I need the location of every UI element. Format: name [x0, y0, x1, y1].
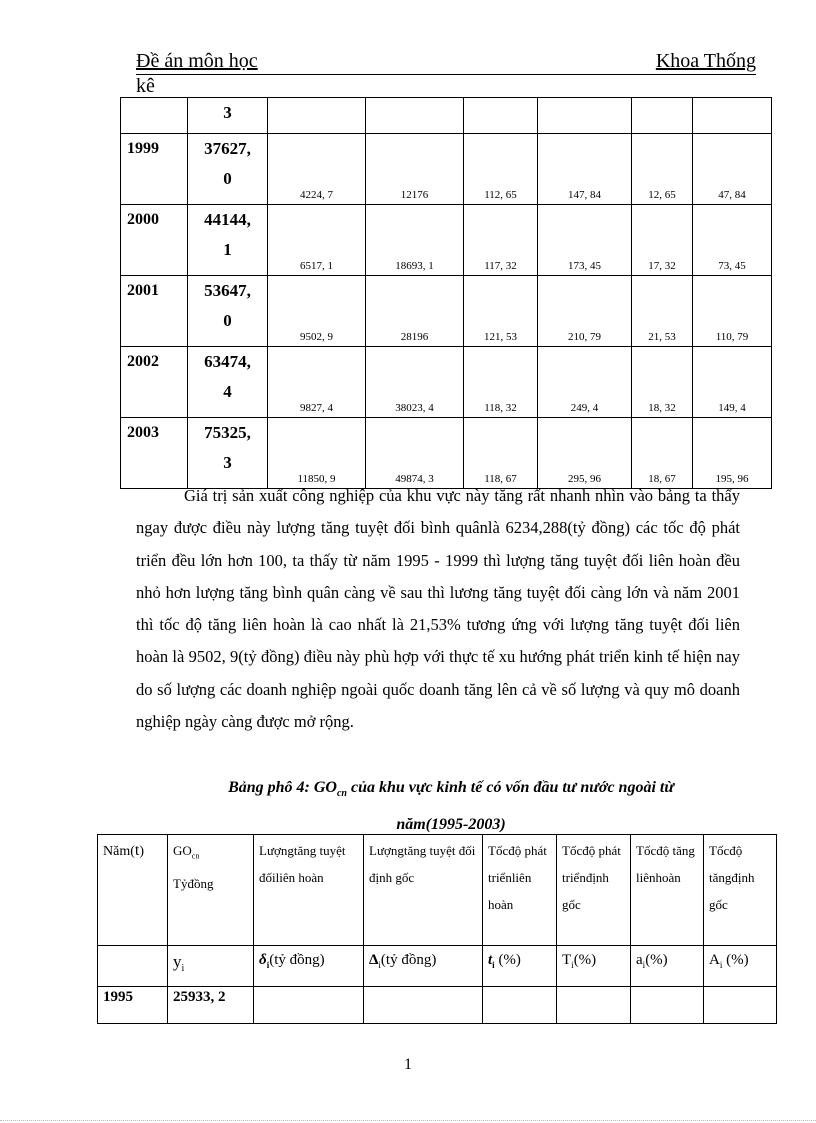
table-cell: 149, 4	[693, 347, 772, 418]
year-cell: 1999	[121, 134, 188, 205]
header-right-title: Khoa Thống	[655, 50, 756, 72]
body-paragraph	[136, 480, 740, 738]
symbol-cell: $a_i(\%)$	[631, 946, 704, 987]
header-wrap-text: kê	[136, 75, 155, 97]
table-cell: 249, 4	[538, 347, 632, 418]
table-row	[121, 418, 772, 489]
table-cell: 118, 32	[464, 347, 538, 418]
table-cell: 49874, 3	[366, 418, 464, 489]
go-cell: 44144, 1	[188, 205, 268, 276]
header-cell: Lượngtăng tuyệt đốiliên hoàn	[254, 835, 364, 946]
table-cell: 147, 84	[538, 134, 632, 205]
table-cell: 21, 53	[632, 276, 693, 347]
year-cell: 2001	[121, 276, 188, 347]
table-cell: 9827, 4	[268, 347, 366, 418]
table-cell: 3	[188, 98, 268, 134]
table-cell: 6517, 1	[268, 205, 366, 276]
table-cell: 4224, 7	[268, 134, 366, 205]
table-cell: 210, 79	[538, 276, 632, 347]
go-cell: 25933, 2	[168, 987, 254, 1024]
table-cell: 195, 96	[693, 418, 772, 489]
year-cell: 2003	[121, 418, 188, 489]
table-caption	[136, 772, 766, 840]
header-go: $GO_{cn}$ Tỷđồng	[168, 835, 254, 946]
symbol-cell: $A_i$ (%)	[704, 946, 777, 987]
year-cell: 2000	[121, 205, 188, 276]
table-cell: 18693, 1	[366, 205, 464, 276]
page-bottom-divider	[0, 1120, 816, 1121]
table-row	[121, 98, 772, 134]
header-cell: Tốcđộ tăngđịnh gốc	[704, 835, 777, 946]
caption-line-2: năm(1995-2003)	[396, 816, 506, 834]
table-cell: 173, 45	[538, 205, 632, 276]
table-cell: 118, 67	[464, 418, 538, 489]
table-row	[121, 205, 772, 276]
table-cell: 121, 53	[464, 276, 538, 347]
header-cell: Tốcđộ tăng liênhoàn	[631, 835, 704, 946]
symbol-cell: $\delta_i(tỷ$ đồng)	[254, 946, 364, 987]
table-cell: 112, 65	[464, 134, 538, 205]
symbol-cell: $T_i(\%)$	[557, 946, 631, 987]
paragraph-text: Giá trị sản xuất công nghiệp của khu vực này tăng rất nhanh nhìn vào bảng ta thấy ngay được điều này lượng tăng tuyệt đối bình quânlà 6234,288(tỷ đồng) các tốc độ phát triển đều lớn hơn 100, ta thấy từ năm 1995 - 1999 thì lượng tăng tuyệt đối liên hoàn đều nhỏ hơn lượng tăng bình quân càng về sau thì lương tăng tuyệt đối càng lớn và năm 2001 thì tốc độ tăng liên hoàn là cao nhất là 21,53% tương ứng với lượng tăng tuyệt đối liên hoàn là 9502, 9(tỷ đồng) điều này phù hợp với thực tế xu hướng phát triển kinh tế hiện nay do số lượng các doanh nghiệp ngoài quốc doanh tăng lên cả về số lượng và quy mô doanh nghiệp ngày càng được mở rộng.	[136, 486, 740, 732]
table-cell	[121, 98, 188, 134]
symbol-cell: $t_i$ (%)	[483, 946, 557, 987]
table-cell: 12176	[366, 134, 464, 205]
table-cell: 110, 79	[693, 276, 772, 347]
symbol-cell: $y_i$	[168, 946, 254, 987]
table-row	[121, 134, 772, 205]
header-left-title: Đề án môn học	[136, 50, 258, 72]
symbol-cell: $\Delta_i(tỷ$ đồng)	[364, 946, 483, 987]
table-row	[121, 276, 772, 347]
table-cell: 38023, 4	[366, 347, 464, 418]
go-cell: 53647, 0	[188, 276, 268, 347]
table-cell: 18, 32	[632, 347, 693, 418]
header-cell: Lượngtăng tuyệt đối định gốc	[364, 835, 483, 946]
page-number: 1	[404, 1056, 412, 1073]
go-cell: 37627, 0	[188, 134, 268, 205]
table-cell: 17, 32	[632, 205, 693, 276]
page-header	[136, 48, 756, 75]
table-cell: 12, 65	[632, 134, 693, 205]
table-cell: 28196	[366, 276, 464, 347]
go-cell: 75325, 3	[188, 418, 268, 489]
fdi-growth-table	[97, 834, 777, 1024]
header-year: Năm(t)	[98, 835, 168, 946]
table-cell: 73, 45	[693, 205, 772, 276]
year-cell: 1995	[98, 987, 168, 1024]
table-row	[98, 987, 777, 1024]
table-header-row	[98, 835, 777, 946]
go-cell: 63474, 4	[188, 347, 268, 418]
table-cell: 11850, 9	[268, 418, 366, 489]
table-cell: 295, 96	[538, 418, 632, 489]
header-cell: Tốcđộ phát triểnliên hoàn	[483, 835, 557, 946]
growth-table-continued	[120, 97, 772, 489]
table-symbol-row	[98, 946, 777, 987]
table-cell: 117, 32	[464, 205, 538, 276]
year-cell: 2002	[121, 347, 188, 418]
table-cell: 9502, 9	[268, 276, 366, 347]
table-cell: 18, 67	[632, 418, 693, 489]
caption-line-1: Bảng phô 4: $GO_{cn}$ của khu vực kinh tế có vốn đầu tư nước ngoài từ	[228, 779, 674, 800]
table-cell: 47, 84	[693, 134, 772, 205]
header-cell: Tốcđộ phát triểnđịnh gốc	[557, 835, 631, 946]
table-row	[121, 347, 772, 418]
